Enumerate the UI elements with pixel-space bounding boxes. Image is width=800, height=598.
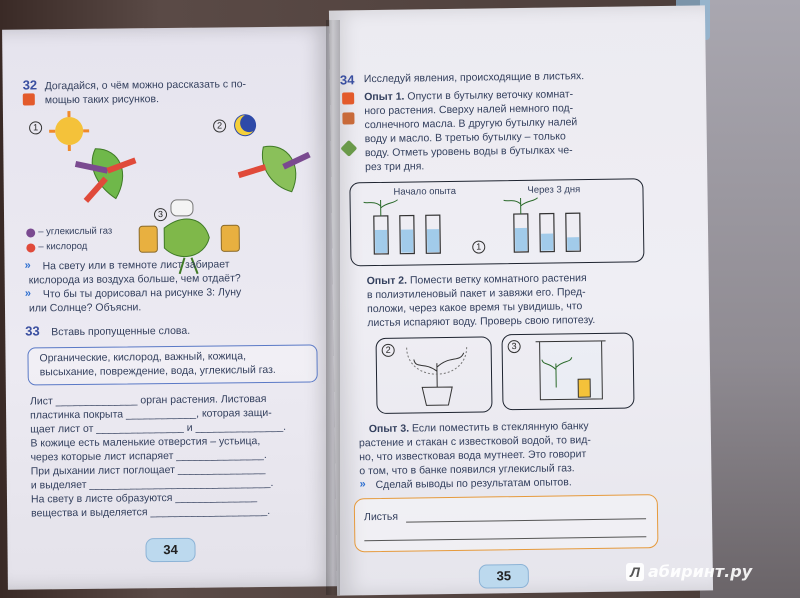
background-surface — [700, 0, 800, 598]
legend-label: – кислород — [38, 240, 88, 253]
experiment-label: Опыт 1. — [364, 90, 405, 104]
question-arrow-icon: » — [24, 287, 32, 300]
watermark: абиринт.ру — [648, 562, 753, 581]
task-marker-icon — [342, 112, 354, 124]
plant-bag-illustration — [402, 343, 483, 410]
conclusion-prompt: Сделай выводы по результатам опытов. — [375, 476, 572, 492]
leaf-moon-illustration — [223, 106, 324, 207]
fill-in-line: пластинка покрыта ____________, которая защи- — [30, 406, 272, 422]
left-page — [2, 26, 338, 589]
page-number: 35 — [479, 564, 529, 589]
task-marker-icon — [23, 93, 35, 105]
task-marker-icon — [340, 140, 357, 157]
book-spine — [326, 20, 340, 595]
legend-label: – углекислый газ — [38, 225, 113, 238]
task-number: 33 — [25, 323, 40, 339]
figure-number: 3 — [508, 340, 521, 353]
fill-in-line: вещества и выделяется ____________________. — [31, 504, 271, 520]
fill-in-line: Лист ______________ орган растения. Листовая — [29, 392, 267, 408]
task-title: Исследуй явления, происходящие в листьях. — [363, 70, 585, 86]
page-number: 34 — [145, 538, 195, 563]
watermark-logo: Л — [626, 563, 644, 581]
figure-number: 3 — [154, 208, 167, 221]
experiment-text: воду и масло. В третью бутылку – только — [364, 130, 566, 146]
answer-box[interactable] — [354, 494, 659, 552]
question-text: кислорода из воздуха больше, чем отдаёт? — [28, 272, 241, 287]
task-number: 34 — [339, 72, 355, 88]
question-text: Что бы ты дорисовал на рисунке 3: Луну — [42, 286, 242, 301]
question-text: На свету или в темноте лист забирает — [42, 258, 230, 273]
experiment-text: в полиэтиленовый пакет и завяжи его. Пред- — [366, 286, 586, 302]
fill-in-line: При дыхании лист поглощает _______________ — [30, 463, 266, 478]
experiment-text: Опусти в бутылку веточку комнат- — [404, 88, 574, 103]
word-bank-text: высыхание, повреждение, вода, углекислый газ. — [39, 363, 276, 379]
experiment-text: воду. Отметь уровень воды в бутылках че- — [364, 144, 573, 160]
experiment-text: положи, через какое время ты увидишь, что — [367, 300, 583, 316]
answer-label: Листья — [363, 510, 399, 524]
experiment-label: Опыт 2. — [366, 274, 408, 288]
experiment-text: ного растения. Сверху налей немного под- — [364, 102, 574, 118]
word-bank-text: Органические, кислород, важный, кожица, — [39, 350, 247, 365]
figure-number: 2 — [382, 344, 395, 357]
fill-in-line: щает лист от _______________ и _______________. — [30, 420, 287, 436]
experiment-text: о том, что в банке появился углекислый газ. — [359, 462, 575, 478]
task-number: 32 — [22, 77, 38, 93]
fill-in-line: через которые лист испаряет _______________. — [30, 448, 267, 464]
fill-in-line: На свету в листе образуются ______________ — [30, 491, 258, 506]
jar-illustration — [526, 337, 627, 404]
experiment-text: растение и стакан с известковой водой, то вид- — [358, 434, 591, 450]
question-arrow-icon: » — [359, 478, 366, 491]
figure-caption: Начало опыта — [393, 185, 457, 198]
experiment-text: рез три дня. — [365, 160, 425, 174]
experiment-label: Опыт 3. — [368, 422, 410, 436]
legend-swatch — [26, 228, 35, 237]
fill-in-line: В кожице есть маленькие отверстия – устьица, — [30, 435, 261, 450]
experiment-text: но, что известковая вода мутнеет. Это говорит — [359, 448, 587, 464]
figure-number: 1 — [472, 240, 485, 253]
question-text: или Солнце? Объясни. — [28, 301, 142, 315]
bottles-illustration — [354, 192, 645, 266]
task-marker-icon — [342, 92, 354, 104]
right-page — [329, 5, 713, 595]
figure-caption: Через 3 дня — [527, 184, 581, 196]
task-title: Вставь пропущенные слова. — [51, 324, 191, 339]
fill-in-line: и выделяет _______________________________. — [30, 476, 274, 492]
question-arrow-icon: » — [24, 259, 31, 272]
figure-number: 1 — [29, 121, 42, 134]
figure-number: 2 — [213, 119, 226, 132]
task-text: мощью таких рисунков. — [44, 93, 160, 107]
experiment-text: листья испаряют воду. Проверь свою гипотезу. — [367, 313, 596, 330]
task-text: Догадайся, о чём можно рассказать с по- — [44, 78, 247, 93]
experiment-text: солнечного масла. В другую бутылку налей — [364, 116, 578, 132]
legend-swatch — [26, 243, 35, 252]
experiment-text: Если поместить в стеклянную банку — [408, 420, 589, 435]
experiment-text: Помести ветку комнатного растения — [406, 272, 587, 287]
